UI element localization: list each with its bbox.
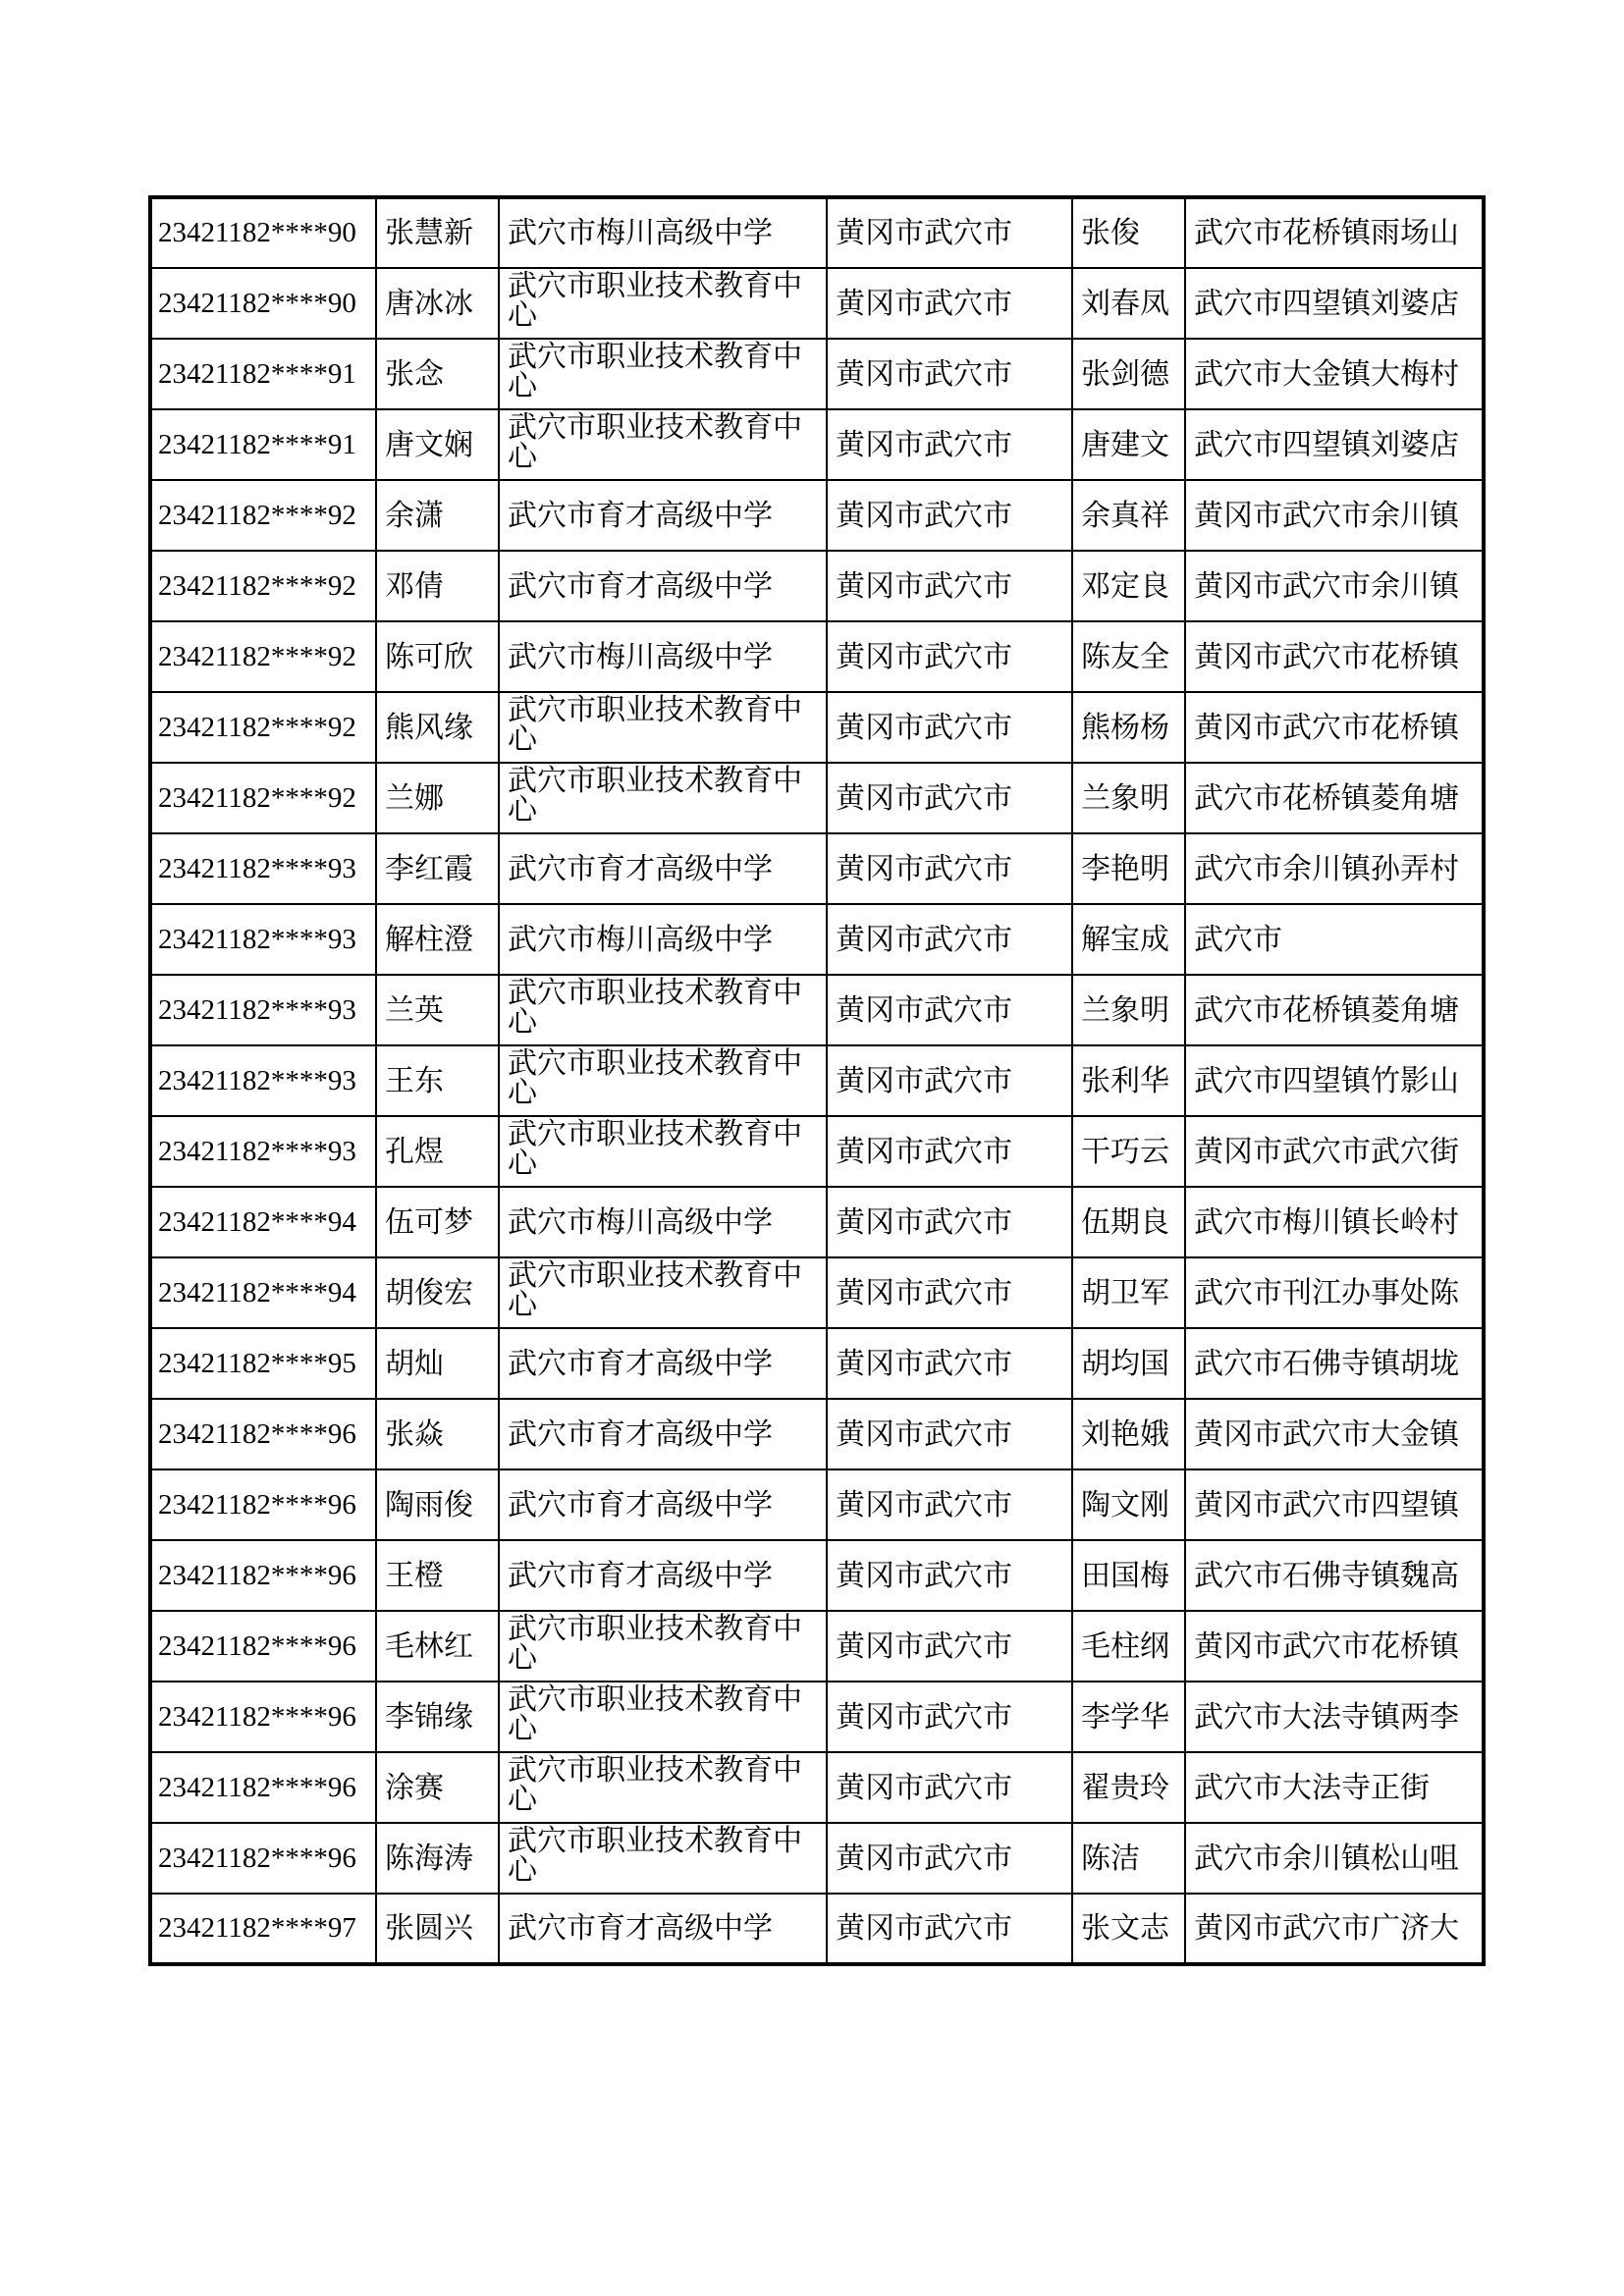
exam-id-cell: 23421182****93 (150, 833, 376, 904)
table-row (150, 763, 1484, 833)
table-row (150, 1894, 1484, 1964)
address-cell: 武穴市梅川镇长岭村 (1185, 1187, 1484, 1257)
table-row (150, 1469, 1484, 1540)
address-cell: 黄冈市武穴市大金镇 (1185, 1399, 1484, 1469)
address-cell: 武穴市四望镇刘婆店 (1185, 268, 1484, 339)
guardian-name-cell: 陈友全 (1072, 621, 1185, 692)
school-cell: 武穴市职业技术教育中心 (499, 692, 827, 763)
student-name-cell: 解柱澄 (376, 904, 499, 975)
region-cell: 黄冈市武穴市 (827, 763, 1072, 833)
address-cell: 武穴市余川镇松山咀 (1185, 1823, 1484, 1894)
address-cell: 武穴市四望镇竹影山 (1185, 1045, 1484, 1116)
guardian-name-cell: 翟贵玲 (1072, 1752, 1185, 1823)
student-name-cell: 张圆兴 (376, 1894, 499, 1964)
region-cell: 黄冈市武穴市 (827, 1257, 1072, 1328)
student-name-cell: 孔煜 (376, 1116, 499, 1187)
region-cell: 黄冈市武穴市 (827, 480, 1072, 551)
region-cell: 黄冈市武穴市 (827, 1823, 1072, 1894)
table-row (150, 1116, 1484, 1187)
guardian-name-cell: 余真祥 (1072, 480, 1185, 551)
address-cell: 武穴市刊江办事处陈 (1185, 1257, 1484, 1328)
address-cell: 黄冈市武穴市余川镇 (1185, 551, 1484, 621)
exam-id-cell: 23421182****96 (150, 1540, 376, 1611)
address-cell: 武穴市大金镇大梅村 (1185, 339, 1484, 409)
exam-id-cell: 23421182****96 (150, 1752, 376, 1823)
school-cell: 武穴市育才高级中学 (499, 1469, 827, 1540)
school-cell: 武穴市育才高级中学 (499, 551, 827, 621)
guardian-name-cell: 陶文刚 (1072, 1469, 1185, 1540)
student-name-cell: 熊风缘 (376, 692, 499, 763)
address-cell: 武穴市花桥镇菱角塘 (1185, 763, 1484, 833)
table-row (150, 904, 1484, 975)
student-name-cell: 张念 (376, 339, 499, 409)
exam-id-cell: 23421182****97 (150, 1894, 376, 1964)
guardian-name-cell: 解宝成 (1072, 904, 1185, 975)
table-row (150, 833, 1484, 904)
student-name-cell: 唐冰冰 (376, 268, 499, 339)
school-cell: 武穴市职业技术教育中心 (499, 763, 827, 833)
table-row (150, 1328, 1484, 1399)
student-name-cell: 涂赛 (376, 1752, 499, 1823)
student-name-cell: 张焱 (376, 1399, 499, 1469)
address-cell: 武穴市石佛寺镇魏高 (1185, 1540, 1484, 1611)
guardian-name-cell: 张剑德 (1072, 339, 1185, 409)
table-row (150, 409, 1484, 480)
exam-id-cell: 23421182****92 (150, 692, 376, 763)
exam-id-cell: 23421182****92 (150, 551, 376, 621)
table-row (150, 621, 1484, 692)
region-cell: 黄冈市武穴市 (827, 1894, 1072, 1964)
school-cell: 武穴市育才高级中学 (499, 1399, 827, 1469)
address-cell: 武穴市余川镇孙弄村 (1185, 833, 1484, 904)
guardian-name-cell: 干巧云 (1072, 1116, 1185, 1187)
guardian-name-cell: 李艳明 (1072, 833, 1185, 904)
table-row (150, 197, 1484, 268)
school-cell: 武穴市职业技术教育中心 (499, 1257, 827, 1328)
address-cell: 黄冈市武穴市四望镇 (1185, 1469, 1484, 1540)
exam-id-cell: 23421182****95 (150, 1328, 376, 1399)
region-cell: 黄冈市武穴市 (827, 197, 1072, 268)
school-cell: 武穴市育才高级中学 (499, 1894, 827, 1964)
table-row (150, 692, 1484, 763)
address-cell: 武穴市四望镇刘婆店 (1185, 409, 1484, 480)
region-cell: 黄冈市武穴市 (827, 1045, 1072, 1116)
student-name-cell: 余潇 (376, 480, 499, 551)
table-row (150, 975, 1484, 1045)
student-name-cell: 王橙 (376, 1540, 499, 1611)
student-name-cell: 王东 (376, 1045, 499, 1116)
exam-id-cell: 23421182****96 (150, 1399, 376, 1469)
table-row (150, 1540, 1484, 1611)
table-row (150, 1682, 1484, 1752)
table-row (150, 1611, 1484, 1682)
region-cell: 黄冈市武穴市 (827, 975, 1072, 1045)
school-cell: 武穴市育才高级中学 (499, 833, 827, 904)
region-cell: 黄冈市武穴市 (827, 1469, 1072, 1540)
exam-id-cell: 23421182****96 (150, 1469, 376, 1540)
table-row (150, 1045, 1484, 1116)
exam-id-cell: 23421182****93 (150, 1116, 376, 1187)
exam-id-cell: 23421182****91 (150, 339, 376, 409)
guardian-name-cell: 田国梅 (1072, 1540, 1185, 1611)
student-name-cell: 陈可欣 (376, 621, 499, 692)
exam-id-cell: 23421182****94 (150, 1187, 376, 1257)
exam-id-cell: 23421182****92 (150, 763, 376, 833)
table-row (150, 1823, 1484, 1894)
region-cell: 黄冈市武穴市 (827, 1187, 1072, 1257)
guardian-name-cell: 熊杨杨 (1072, 692, 1185, 763)
school-cell: 武穴市梅川高级中学 (499, 904, 827, 975)
table-row (150, 551, 1484, 621)
school-cell: 武穴市职业技术教育中心 (499, 268, 827, 339)
guardian-name-cell: 张俊 (1072, 197, 1185, 268)
region-cell: 黄冈市武穴市 (827, 551, 1072, 621)
exam-id-cell: 23421182****90 (150, 268, 376, 339)
address-cell: 武穴市花桥镇菱角塘 (1185, 975, 1484, 1045)
region-cell: 黄冈市武穴市 (827, 409, 1072, 480)
address-cell: 黄冈市武穴市武穴街 (1185, 1116, 1484, 1187)
table-row (150, 1257, 1484, 1328)
region-cell: 黄冈市武穴市 (827, 1399, 1072, 1469)
exam-id-cell: 23421182****93 (150, 904, 376, 975)
student-name-cell: 李红霞 (376, 833, 499, 904)
region-cell: 黄冈市武穴市 (827, 268, 1072, 339)
exam-id-cell: 23421182****96 (150, 1682, 376, 1752)
guardian-name-cell: 兰象明 (1072, 763, 1185, 833)
address-cell: 武穴市大法寺正街 (1185, 1752, 1484, 1823)
address-cell: 武穴市 (1185, 904, 1484, 975)
guardian-name-cell: 张利华 (1072, 1045, 1185, 1116)
guardian-name-cell: 伍期良 (1072, 1187, 1185, 1257)
address-cell: 黄冈市武穴市花桥镇 (1185, 1611, 1484, 1682)
school-cell: 武穴市职业技术教育中心 (499, 339, 827, 409)
student-name-cell: 陈海涛 (376, 1823, 499, 1894)
school-cell: 武穴市职业技术教育中心 (499, 1611, 827, 1682)
guardian-name-cell: 唐建文 (1072, 409, 1185, 480)
school-cell: 武穴市梅川高级中学 (499, 197, 827, 268)
address-cell: 黄冈市武穴市余川镇 (1185, 480, 1484, 551)
student-name-cell: 兰娜 (376, 763, 499, 833)
exam-id-cell: 23421182****96 (150, 1823, 376, 1894)
address-cell: 武穴市大法寺镇两李 (1185, 1682, 1484, 1752)
guardian-name-cell: 刘春凤 (1072, 268, 1185, 339)
region-cell: 黄冈市武穴市 (827, 1116, 1072, 1187)
student-name-cell: 胡俊宏 (376, 1257, 499, 1328)
table-row (150, 339, 1484, 409)
exam-id-cell: 23421182****91 (150, 409, 376, 480)
guardian-name-cell: 胡卫军 (1072, 1257, 1185, 1328)
guardian-name-cell: 胡均国 (1072, 1328, 1185, 1399)
student-name-cell: 兰英 (376, 975, 499, 1045)
region-cell: 黄冈市武穴市 (827, 692, 1072, 763)
student-name-cell: 李锦缘 (376, 1682, 499, 1752)
student-roster-table (148, 195, 1486, 1966)
school-cell: 武穴市职业技术教育中心 (499, 1823, 827, 1894)
region-cell: 黄冈市武穴市 (827, 833, 1072, 904)
student-name-cell: 伍可梦 (376, 1187, 499, 1257)
school-cell: 武穴市育才高级中学 (499, 1328, 827, 1399)
table-row (150, 1752, 1484, 1823)
school-cell: 武穴市职业技术教育中心 (499, 409, 827, 480)
exam-id-cell: 23421182****90 (150, 197, 376, 268)
region-cell: 黄冈市武穴市 (827, 621, 1072, 692)
table-row (150, 1399, 1484, 1469)
exam-id-cell: 23421182****94 (150, 1257, 376, 1328)
exam-id-cell: 23421182****96 (150, 1611, 376, 1682)
guardian-name-cell: 张文志 (1072, 1894, 1185, 1964)
exam-id-cell: 23421182****92 (150, 621, 376, 692)
address-cell: 武穴市花桥镇雨场山 (1185, 197, 1484, 268)
school-cell: 武穴市职业技术教育中心 (499, 1682, 827, 1752)
guardian-name-cell: 陈洁 (1072, 1823, 1185, 1894)
address-cell: 武穴市石佛寺镇胡垅 (1185, 1328, 1484, 1399)
table-row (150, 480, 1484, 551)
school-cell: 武穴市育才高级中学 (499, 480, 827, 551)
student-name-cell: 胡灿 (376, 1328, 499, 1399)
region-cell: 黄冈市武穴市 (827, 1540, 1072, 1611)
guardian-name-cell: 刘艳娥 (1072, 1399, 1185, 1469)
school-cell: 武穴市梅川高级中学 (499, 621, 827, 692)
guardian-name-cell: 毛柱纲 (1072, 1611, 1185, 1682)
school-cell: 武穴市职业技术教育中心 (499, 975, 827, 1045)
region-cell: 黄冈市武穴市 (827, 339, 1072, 409)
table-row (150, 1187, 1484, 1257)
guardian-name-cell: 兰象明 (1072, 975, 1185, 1045)
school-cell: 武穴市职业技术教育中心 (499, 1116, 827, 1187)
school-cell: 武穴市育才高级中学 (499, 1540, 827, 1611)
student-name-cell: 邓倩 (376, 551, 499, 621)
address-cell: 黄冈市武穴市广济大 (1185, 1894, 1484, 1964)
exam-id-cell: 23421182****92 (150, 480, 376, 551)
table-row (150, 268, 1484, 339)
student-name-cell: 唐文娴 (376, 409, 499, 480)
roster-body (150, 197, 1484, 1964)
student-name-cell: 毛林红 (376, 1611, 499, 1682)
region-cell: 黄冈市武穴市 (827, 1682, 1072, 1752)
address-cell: 黄冈市武穴市花桥镇 (1185, 621, 1484, 692)
region-cell: 黄冈市武穴市 (827, 1611, 1072, 1682)
student-name-cell: 张慧新 (376, 197, 499, 268)
guardian-name-cell: 李学华 (1072, 1682, 1185, 1752)
region-cell: 黄冈市武穴市 (827, 904, 1072, 975)
guardian-name-cell: 邓定良 (1072, 551, 1185, 621)
school-cell: 武穴市职业技术教育中心 (499, 1045, 827, 1116)
address-cell: 黄冈市武穴市花桥镇 (1185, 692, 1484, 763)
region-cell: 黄冈市武穴市 (827, 1752, 1072, 1823)
school-cell: 武穴市梅川高级中学 (499, 1187, 827, 1257)
region-cell: 黄冈市武穴市 (827, 1328, 1072, 1399)
school-cell: 武穴市职业技术教育中心 (499, 1752, 827, 1823)
exam-id-cell: 23421182****93 (150, 1045, 376, 1116)
student-name-cell: 陶雨俊 (376, 1469, 499, 1540)
exam-id-cell: 23421182****93 (150, 975, 376, 1045)
